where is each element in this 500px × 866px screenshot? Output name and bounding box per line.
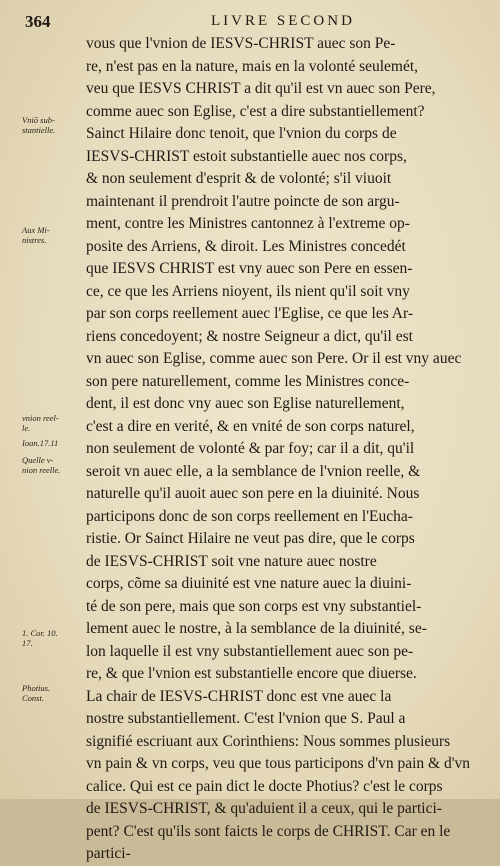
text-line: lon laquelle il est vny substantiellement auec son pe-	[86, 642, 414, 660]
running-title: LIVRE SECOND	[211, 13, 355, 29]
text-line: non seulement de volonté & par foy; car il a dit, qu'il	[86, 440, 415, 457]
page-number: 364	[25, 12, 51, 31]
text-line: nostre substantiellement. C'est l'vnion que S. Paul a	[86, 710, 406, 727]
text-line: vn pain & vn corps, veu que tous participons d'vn pain & d'vn	[86, 755, 470, 772]
text-line: que IESVS CHRIST est vny auec son Pere en essen-	[86, 260, 413, 277]
text-line: seroit vn auec elle, a la semblance de l'vnion reelle, &	[86, 462, 421, 480]
text-line: dent, il est donc vny auec son Eglise naturellement,	[86, 395, 405, 412]
text-line: lement auec le nostre, à la semblance de la diuinité, se-	[86, 620, 427, 637]
text-line: par son corps reellement auec l'Eglise, ce que les Ar-	[86, 305, 413, 322]
text-line: IESVS-CHRIST estoit substantielle auec nos corps,	[86, 147, 407, 165]
text-line: calice. Qui est ce pain dict le docte Photius? c'est le corps	[86, 777, 443, 795]
margin-note: Quelle v- nion reelle.	[22, 455, 61, 475]
text-line: posite des Arriens, & diroit. Les Ministres concedét	[86, 237, 406, 255]
text-line: c'est a dire en verité, & en vnité de son corps naturel,	[86, 417, 415, 435]
text-line: maintenant il prendroit l'autre poincte de son argu-	[86, 192, 400, 210]
text-line: ristie. Or Sainct Hilaire ne veut pas dire, que le corps	[86, 530, 415, 547]
margin-note: Ioan.17.11	[22, 438, 59, 448]
text-line: vn auec son Eglise, comme auec son Pere. Or il est vny auec	[86, 350, 462, 367]
text-line: té de son pere, mais que son corps est vny substantiel-	[86, 597, 422, 615]
margin-notes-column	[22, 0, 86, 799]
text-line: pent? C'est qu'ils sont faicts le corps de CHRIST. Car en le	[86, 822, 451, 840]
text-line: de IESVS-CHRIST soit vne nature auec nostre	[86, 552, 377, 570]
text-line: participons donc de son corps reellement en l'Eucha-	[86, 507, 413, 525]
text-line: partici-	[86, 845, 131, 862]
margin-note: vnion reel- le.	[22, 413, 59, 433]
text-line: re, n'est pas en la nature, mais en la volonté seulemét,	[86, 57, 419, 75]
text-line: son pere naturellement, comme les Ministres conce-	[86, 372, 410, 390]
text-line: veu que IESVS CHRIST a dit qu'il est vn auec son Pere,	[86, 80, 436, 97]
margin-note: Photius. Const.	[22, 683, 51, 703]
body-text	[86, 33, 474, 866]
text-line: re, & que l'vnion est substantielle encore que diuerse.	[86, 665, 417, 682]
text-line: & non seulement d'esprit & de volonté; s'il viuoit	[86, 170, 392, 187]
margin-note: Aux Mi- nistres.	[22, 225, 50, 245]
text-line: ment, contre les Ministres cantonnez à l'extreme op-	[86, 215, 410, 232]
text-line: de IESVS-CHRIST, & qu'aduient il a ceux, qui le partici-	[86, 800, 442, 817]
text-line: comme auec son Eglise, c'est a dire substantiellement?	[86, 102, 425, 120]
text-line: riens concedoyent; & nostre Seigneur a dict, qu'il est	[86, 327, 413, 345]
text-line: signifié escriuant aux Corinthiens: Nous sommes plusieurs	[86, 732, 451, 750]
text-line: naturelle qu'il auoit auec son pere en la diuinité. Nous	[86, 485, 420, 502]
margin-note: 1. Cor. 10. 17.	[22, 628, 58, 648]
text-line: ce, ce que les Arriens nioyent, ils nient qu'il soit vny	[86, 282, 410, 300]
text-line: La chair de IESVS-CHRIST donc est vne auec la	[86, 687, 392, 705]
margin-note: Vniō sub- stantielle.	[22, 115, 56, 135]
text-line: vous que l'vnion de IESVS-CHRIST auec son Pe-	[86, 35, 396, 52]
text-line: Sainct Hilaire donc tenoit, que l'vnion du corps de	[86, 125, 397, 142]
text-line: corps, cõme sa diuinité est vne nature auec la diuini-	[86, 575, 412, 592]
